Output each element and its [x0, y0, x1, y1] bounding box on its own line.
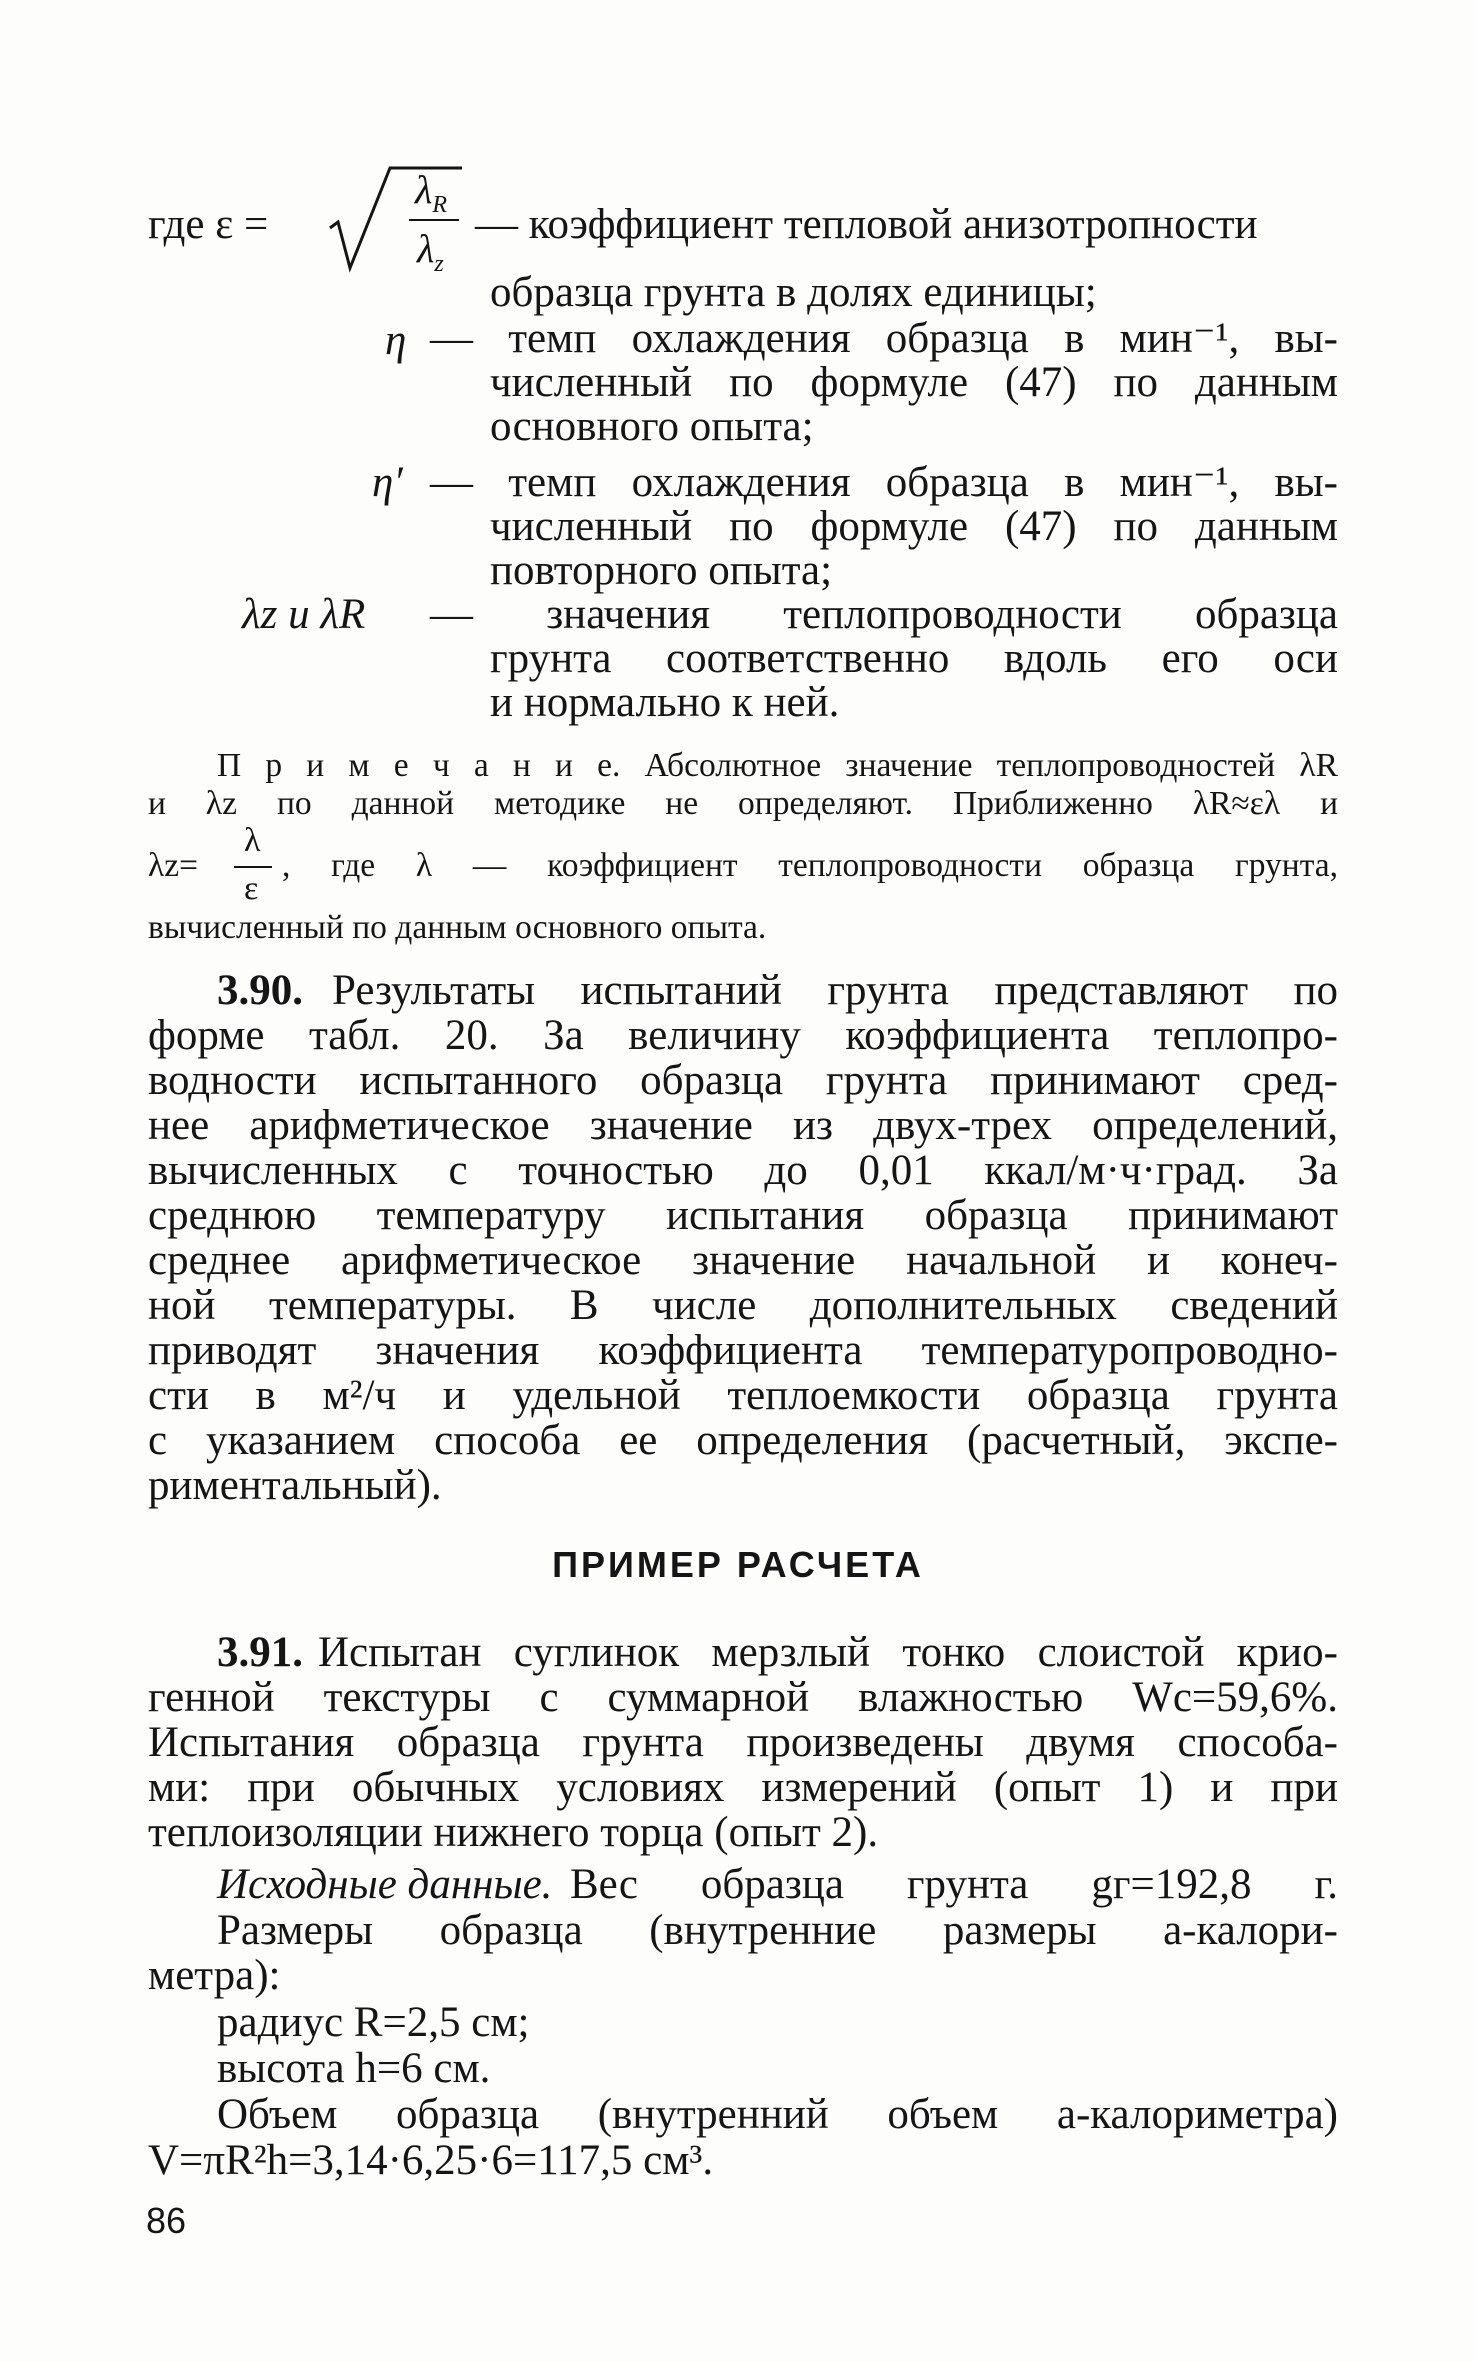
- eta-desc-line-1: — темп охлаждения образца в мин⁻¹, вы-: [430, 315, 1338, 362]
- p390-line: водности испытанного образца грунта принимают сред-: [148, 1057, 1338, 1104]
- p390-line: ной температуры. В числе дополнительных сведений: [148, 1282, 1338, 1329]
- fraction-bar: [409, 219, 459, 221]
- volume-line-2: V=πR²h=3,14·6,25·6=117,5 см³.: [148, 2137, 714, 2184]
- dimensions-line-1: Размеры образца (внутренние размеры а-калори-: [217, 1907, 1338, 1954]
- source-data-lead: Исходные данные.: [217, 1861, 553, 1908]
- section-heading: ПРИМЕР РАСЧЕТА: [552, 1544, 924, 1585]
- p390-line: риментальный).: [148, 1462, 442, 1509]
- p390-line: форме табл. 20. За величину коэффициента теплопро-: [148, 1012, 1338, 1059]
- eta-prime-desc-line-1: — темп охлаждения образца в мин⁻¹, вы-: [430, 459, 1338, 506]
- eta-prime-desc-line-3: повторного опыта;: [490, 547, 833, 594]
- lambda-desc-line-1: — значения теплопроводности образца: [430, 591, 1338, 638]
- note-line-1: П р и м е ч а н и е. Абсолютное значение теплопроводностей λR: [217, 747, 1338, 784]
- dimensions-height: высота h=6 см.: [217, 2045, 491, 2092]
- note-line-3: , где λ — коэффициент теплопроводности образца грунта,: [282, 847, 1338, 884]
- eta-desc-line-2: численный по формуле (47) по данным: [490, 359, 1338, 406]
- epsilon-lead: где ε =: [148, 201, 269, 248]
- lambda-desc-line-2: грунта соответственно вдоль его оси: [490, 635, 1338, 682]
- paragraph-3-91-number: 3.91.: [217, 1629, 303, 1676]
- lambda-z-symbol: $\lambda_z$: [417, 226, 444, 277]
- dimensions-line-2: метра):: [148, 1952, 281, 1999]
- note-fraction-bar: [234, 866, 272, 868]
- p390-line: сти в м²/ч и удельной теплоемкости образца грунта: [148, 1372, 1338, 1419]
- eta-symbol: η: [385, 317, 407, 364]
- dimensions-radius: радиус R=2,5 см;: [217, 1999, 530, 2046]
- eta-prime-symbol: η′: [372, 459, 403, 506]
- p391-line: генной текстуры с суммарной влажностью Wc=59,6%.: [148, 1674, 1338, 1721]
- note-lambda-z: λz=: [148, 847, 199, 884]
- epsilon-desc-line-2: образца грунта в долях единицы;: [490, 269, 1097, 316]
- p390-line: Результаты испытаний грунта представляют по: [332, 967, 1338, 1014]
- eta-desc-line-3: основного опыта;: [490, 403, 814, 450]
- p391-line: Испытания образца грунта произведены двумя способа-: [148, 1719, 1338, 1766]
- p391-line: Испытан суглинок мерзлый тонко слоистой крио-: [318, 1629, 1338, 1676]
- note-line-4: вычисленный по данным основного опыта.: [148, 909, 767, 946]
- eta-prime-desc-line-2: численный по формуле (47) по данным: [490, 503, 1338, 550]
- page-number: 86: [146, 2200, 187, 2241]
- lambda-ratio-fraction: [405, 162, 465, 284]
- source-data-rest: Вес образца грунта gг=192,8 г.: [570, 1861, 1338, 1908]
- p390-line: с указанием способа ее определения (расчетный, экспе-: [148, 1417, 1338, 1464]
- p390-line: нее арифметическое значение из двух-трех определений,: [148, 1102, 1338, 1149]
- p391-line: теплоизоляции нижнего торца (опыт 2).: [148, 1809, 879, 1856]
- note-fraction-numerator: λ: [244, 822, 261, 859]
- p391-line: ми: при обычных условиях измерений (опыт 1) и при: [148, 1764, 1338, 1811]
- lambda-symbols: λz и λR: [242, 591, 366, 638]
- p390-line: среднюю температуру испытания образца принимают: [148, 1192, 1338, 1239]
- paragraph-3-90-number: 3.90.: [217, 967, 303, 1014]
- note-fraction: [232, 822, 276, 912]
- lambda-r-symbol: $\lambda_R$: [415, 167, 447, 218]
- p390-line: среднее арифметическое значение начальной и конеч-: [148, 1237, 1338, 1284]
- lambda-desc-line-3: и нормально к ней.: [490, 679, 840, 726]
- note-line-2: и λz по данной методике не определяют. Приближенно λR≈ελ и: [148, 785, 1338, 822]
- epsilon-desc-line-1: — коэффициент тепловой анизотропности: [475, 201, 1258, 248]
- p390-line: вычисленных с точностью до 0,01 ккал/м·ч·град. За: [148, 1147, 1338, 1194]
- note-fraction-denominator: ε: [244, 870, 259, 907]
- p390-line: приводят значения коэффициента температуропроводно-: [148, 1327, 1338, 1374]
- volume-line-1: Объем образца (внутренний объем а-калориметра): [217, 2091, 1338, 2138]
